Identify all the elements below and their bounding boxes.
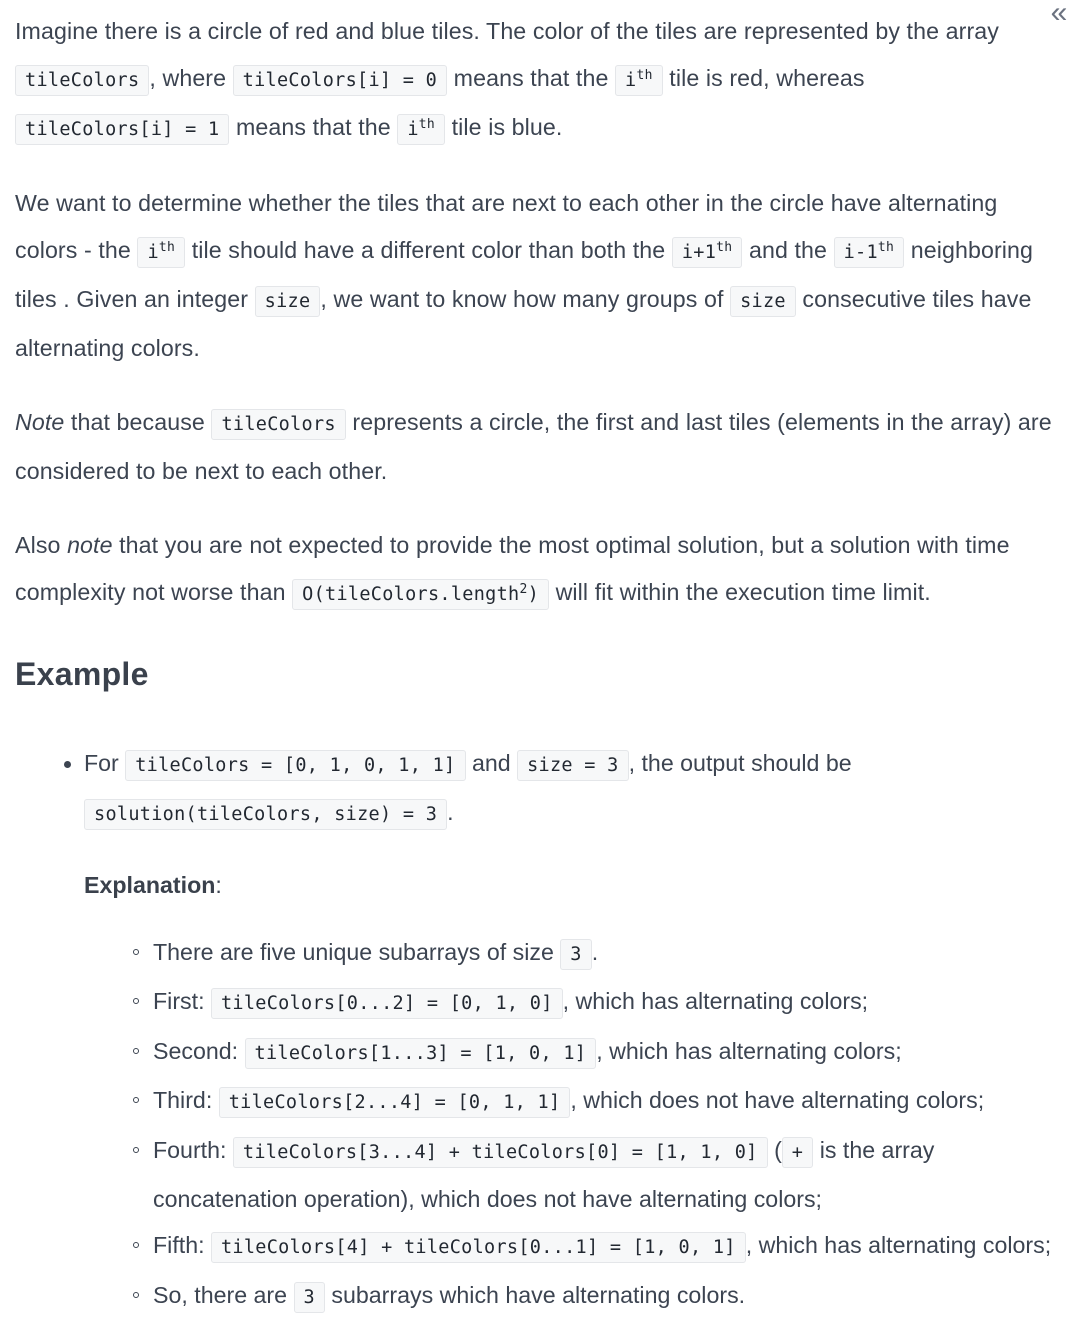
inline-code (672, 237, 743, 268)
text: will fit within the execution time limit. (549, 579, 931, 605)
superscript: th (636, 68, 653, 83)
inline-code: 3 (294, 1282, 325, 1313)
inline-code: tileColors[1...3] = [1, 0, 1] (245, 1038, 597, 1069)
code-text: i (625, 70, 637, 91)
double-chevron-left-icon: « (1050, 0, 1068, 29)
text: So, there are (153, 1281, 294, 1308)
list-item (153, 978, 1065, 1027)
text: : (215, 872, 222, 898)
text: . (447, 799, 454, 825)
superscript: 2 (519, 582, 528, 597)
superscript: th (418, 117, 436, 132)
text: Imagine there is a circle of red and blue tiles. The color of the tiles are represented by the array (15, 18, 999, 44)
text: Third: (153, 1087, 219, 1114)
text: , which has alternating colors; (596, 1037, 902, 1064)
text: , which has alternating colors; (562, 988, 869, 1015)
inline-code: tileColors[0...2] = [0, 1, 0] (211, 988, 563, 1019)
inline-code: tileColors (15, 65, 149, 96)
inline-code (615, 65, 663, 96)
code-text: i (147, 242, 159, 263)
explanation-label (84, 862, 1065, 909)
inline-code: tileColors[3...4] + tileColors[0] = [1, 1, 0] (233, 1137, 768, 1168)
text: consecutive tiles have alternating colors. (15, 286, 1032, 361)
example-heading: Example (15, 656, 149, 692)
text: Fifth: (153, 1232, 211, 1259)
example-list (15, 740, 1065, 1321)
explanation-title: Explanation (84, 872, 216, 898)
paragraph-goal (15, 180, 1065, 372)
list-item (153, 1272, 1065, 1321)
text: tile is red, whereas (662, 65, 865, 91)
text: is the array concatenation operation), which does not have alternating colors; (153, 1136, 935, 1213)
superscript: th (877, 240, 895, 255)
text: tile should have a different color than both the (185, 237, 672, 263)
paragraph-note-complexity (15, 522, 1065, 618)
superscript: th (716, 240, 733, 255)
list-item (153, 1127, 1065, 1223)
problem-description (15, 8, 1065, 1321)
text: ( (767, 1136, 782, 1163)
paragraph-note-circle (15, 399, 1065, 495)
code-text: i (407, 119, 419, 140)
text: We want to determine whether the tiles that are next to each other in the circle have alternating colors - the (15, 190, 998, 263)
inline-code: size = 3 (517, 750, 629, 781)
text: that because (64, 409, 212, 435)
inline-code: tileColors[i] = 1 (15, 114, 229, 145)
inline-code: tileColors[i] = 0 (233, 65, 447, 96)
inline-code: solution(tileColors, size) = 3 (84, 799, 447, 830)
inline-code: tileColors[2...4] = [0, 1, 1] (219, 1087, 571, 1118)
list-item (153, 1028, 1065, 1077)
text: , which does not have alternating colors; (570, 1087, 985, 1114)
emphasis: note (67, 532, 113, 558)
example-statement (84, 740, 1065, 838)
inline-code (292, 579, 549, 610)
code-text: O(tileColors.length (302, 584, 520, 605)
inline-code: 3 (560, 939, 591, 970)
list-item (153, 1222, 1065, 1271)
inline-code: tileColors[4] + tileColors[0...1] = [1, 0, 1] (211, 1232, 746, 1263)
text: , the output should be (628, 750, 852, 776)
list-item (84, 740, 1065, 1321)
text: Second: (153, 1037, 245, 1064)
inline-code: + (782, 1137, 813, 1168)
paragraph-intro (15, 8, 1065, 153)
inline-code (834, 237, 905, 268)
text: , where (149, 65, 233, 91)
text: There are five unique subarrays of size (153, 939, 561, 965)
inline-code: tileColors = [0, 1, 0, 1, 1] (125, 750, 465, 781)
text: Fourth: (153, 1136, 233, 1163)
text: . (591, 939, 599, 965)
code-text: i-1 (843, 242, 878, 263)
text: , we want to know how many groups of (320, 286, 731, 312)
explanation-list (84, 929, 1065, 1321)
text: Also (15, 532, 68, 558)
inline-code: size (255, 286, 321, 317)
text: For (84, 750, 126, 776)
text: neighboring tiles . Given an integer (15, 237, 1034, 312)
inline-code (137, 237, 185, 268)
inline-code: size (730, 286, 796, 317)
emphasis: Note (15, 409, 65, 435)
code-text: ) (527, 584, 540, 605)
text: means that the (229, 114, 398, 140)
code-text: i+1 (681, 242, 717, 263)
text: tile is blue. (445, 114, 563, 140)
list-item (153, 929, 1065, 978)
text: and (465, 750, 518, 776)
text: and the (742, 237, 834, 263)
list-item (153, 1077, 1065, 1126)
text: means that the (447, 65, 616, 91)
text: subarrays which have alternating colors. (324, 1281, 746, 1308)
text: that you are not expected to provide the most optimal solution, but a solution with time complexity not worse than (15, 532, 1010, 605)
inline-code: tileColors (211, 409, 345, 440)
inline-code (397, 114, 445, 145)
text: represents a circle, the first and last tiles (elements in the array) are considered to be next to each other. (15, 409, 1052, 484)
text: First: (153, 988, 211, 1015)
text: , which has alternating colors; (745, 1232, 1052, 1259)
superscript: th (158, 240, 176, 255)
